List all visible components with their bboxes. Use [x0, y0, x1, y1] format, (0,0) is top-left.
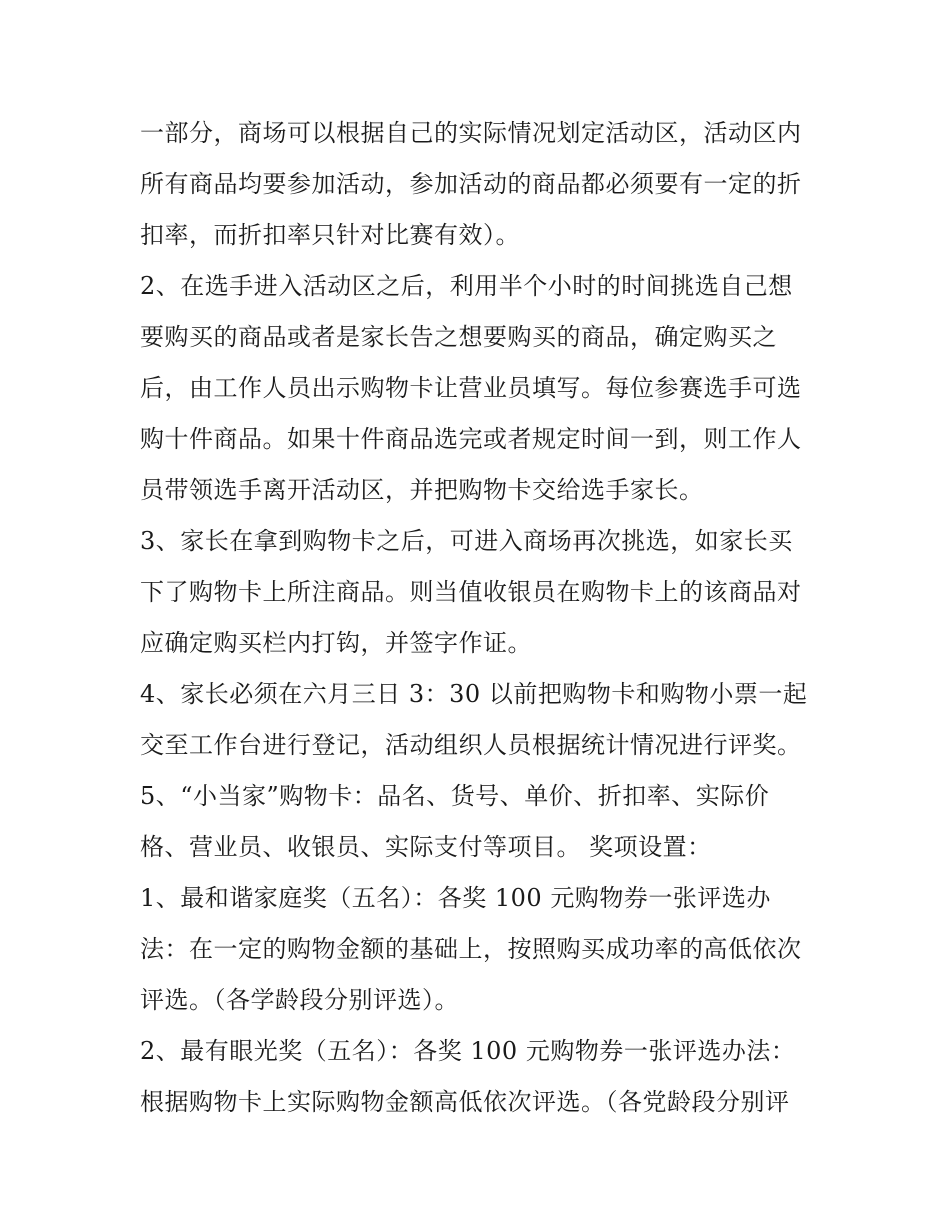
- text-line: 法：在一定的购物金额的基础上，按照购买成功率的高低依次: [140, 935, 802, 963]
- text-line: 4、家长必须在六月三日 3：30 以前把购物卡和购物小票一起: [140, 680, 808, 708]
- text-line: 2、最有眼光奖（五名）：各奖 100 元购物券一张评选办法：: [140, 1037, 796, 1065]
- text-line: 扣率，而折扣率只针对比赛有效）。: [140, 221, 520, 249]
- text-line: 一部分，商场可以根据自己的实际情况划定活动区，活动区内: [140, 119, 802, 147]
- text-line: 后，由工作人员出示购物卡让营业员填写。每位参赛选手可选: [140, 374, 802, 402]
- text-line: 交至工作台进行登记，活动组织人员根据统计情况进行评奖。: [140, 731, 802, 759]
- text-line: 购十件商品。如果十件商品选完或者规定时间一到，则工作人: [140, 425, 802, 453]
- text-line: 2、在选手进入活动区之后，利用半个小时的时间挑选自己想: [140, 272, 793, 300]
- text-line: 下了购物卡上所注商品。则当值收银员在购物卡上的该商品对: [140, 578, 802, 606]
- text-line: 5、“小当家”购物卡：品名、货号、单价、折扣率、实际价: [140, 782, 770, 810]
- text-line: 根据购物卡上实际购物金额高低依次评选。（各党龄段分别评: [140, 1088, 790, 1116]
- text-line: 员带领选手离开活动区，并把购物卡交给选手家长。: [140, 476, 704, 504]
- text-line: 所有商品均要参加活动，参加活动的商品都必须要有一定的折: [140, 170, 802, 198]
- text-line: 1、最和谐家庭奖（五名）：各奖 100 元购物券一张评选办: [140, 884, 771, 912]
- document-body: [140, 108, 820, 1128]
- text-line: 要购买的商品或者是家长告之想要购买的商品，确定购买之: [140, 323, 777, 351]
- text-line: 应确定购买栏内打钩，并签字作证。: [140, 629, 532, 657]
- text-line: 评选。（各学龄段分别评选）。: [140, 986, 459, 1014]
- text-line: 3、家长在拿到购物卡之后，可进入商场再次挑选，如家长买: [140, 527, 793, 555]
- text-line: 格、营业员、收银员、实际支付等项目。 奖项设置：: [140, 833, 712, 861]
